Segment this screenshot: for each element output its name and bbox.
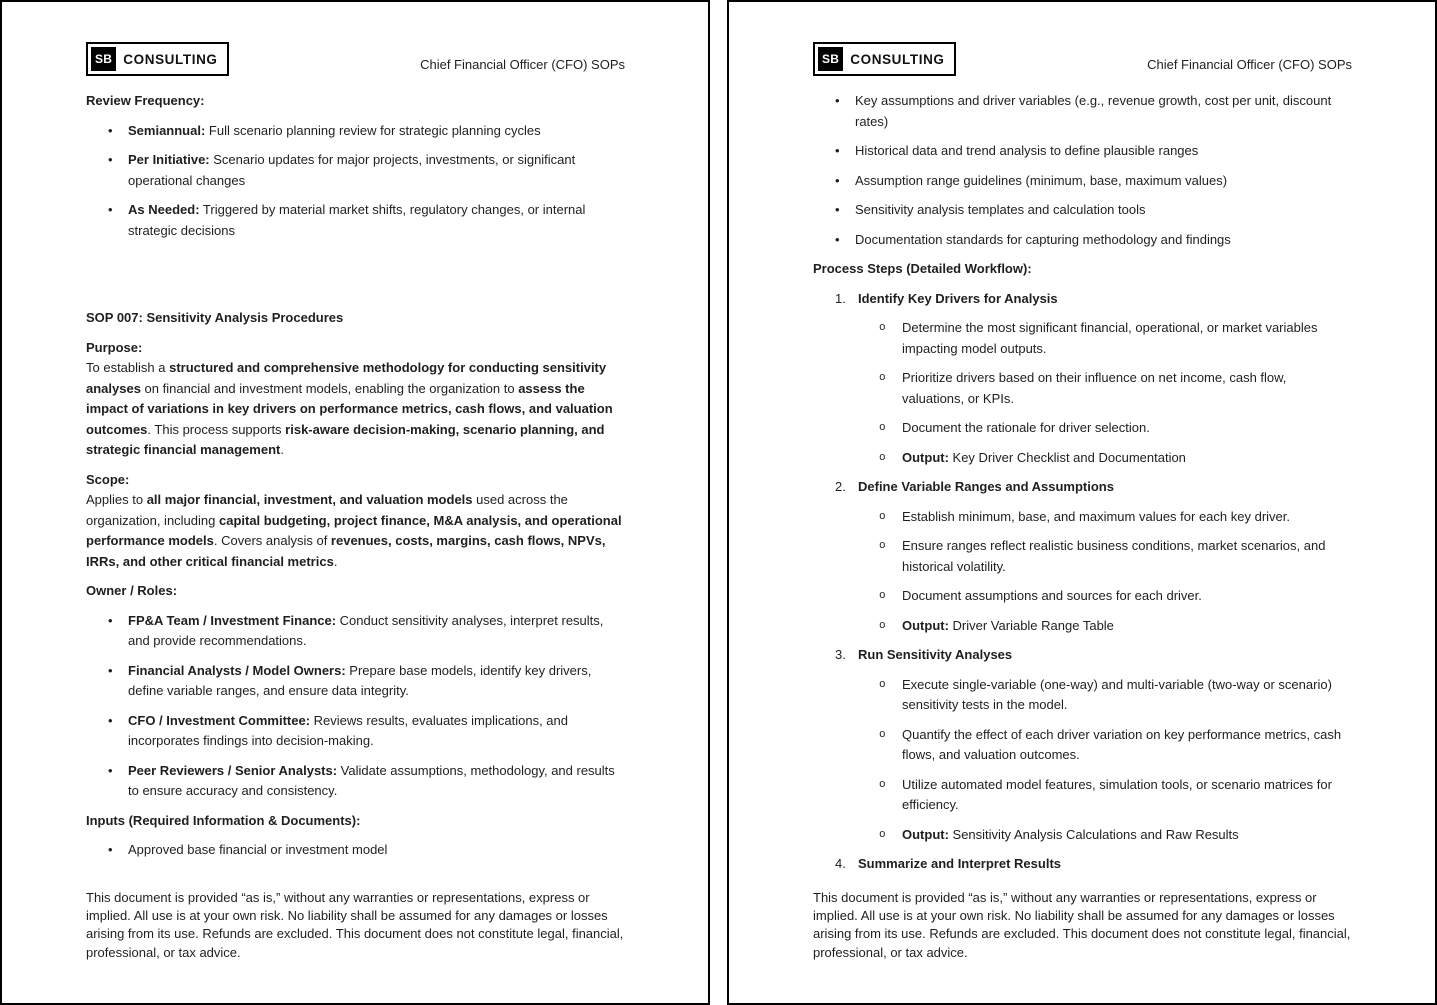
- logo-wordmark: CONSULTING: [850, 51, 945, 67]
- page-2-content: [813, 91, 1352, 875]
- step-title: Run Sensitivity Analyses: [858, 647, 1013, 662]
- list-item-text: As Needed: Triggered by material market shifts, regulatory changes, or internal strategic decisions: [128, 202, 586, 238]
- sub-list-item: [813, 318, 1352, 359]
- circle-bullet-icon: o: [879, 590, 886, 602]
- sub-list-item: [813, 675, 1352, 716]
- sub-list-item-text: Prioritize drivers based on their influence on net income, cash flow, valuations, or KPIs.: [902, 370, 1287, 406]
- list-item: [813, 200, 1352, 221]
- step-number: 3.: [835, 647, 846, 662]
- step-title: Identify Key Drivers for Analysis: [858, 290, 1058, 306]
- step-number: 1.: [835, 290, 846, 306]
- list-item: [813, 230, 1352, 251]
- list-item: [813, 141, 1352, 162]
- logo-sb-mark: SB: [91, 47, 116, 71]
- circle-bullet-icon: o: [879, 322, 886, 334]
- disclaimer-text: This document is provided “as is,” without any warranties or representations, express or implied. All use is at your own risk. No liability shall be assumed for any damages or losses arising from its use. Refunds are excluded. This document does not constitute legal, financial, professional, or tax advice.: [86, 890, 624, 960]
- sub-list-item-text: Quantify the effect of each driver variation on key performance metrics, cash flows, and valuation outcomes.: [902, 726, 1342, 762]
- list-item-text: Financial Analysts / Model Owners: Prepare base models, identify key drivers, define variable ranges, and ensure data integrity.: [128, 662, 592, 698]
- sub-list-item-text: Document the rationale for driver selection.: [902, 420, 1150, 435]
- bullet-icon: •: [108, 202, 113, 217]
- sub-list-item: [813, 368, 1352, 409]
- sub-list-item-text: Output: Key Driver Checklist and Documentation: [902, 449, 1186, 465]
- sub-list-item: [813, 418, 1352, 439]
- owner-roles-heading: Owner / Roles:: [86, 583, 178, 598]
- circle-bullet-icon: o: [879, 451, 886, 464]
- step-item-1: [813, 289, 1352, 310]
- bullet-icon: •: [108, 612, 113, 628]
- list-item-text: Sensitivity analysis templates and calculation tools: [855, 202, 1146, 217]
- sb-consulting-logo: [813, 42, 956, 76]
- list-item: [86, 121, 625, 142]
- sub-list-item: [813, 507, 1352, 528]
- bullet-icon: •: [108, 122, 113, 138]
- logo-sb-mark: SB: [818, 47, 843, 71]
- sub-list-item-text: Ensure ranges reflect realistic business conditions, market scenarios, and historical volatility.: [902, 538, 1326, 574]
- circle-bullet-icon: o: [879, 619, 886, 632]
- bullet-icon: •: [835, 172, 840, 188]
- circle-bullet-icon: o: [879, 728, 886, 741]
- review-frequency-heading: Review Frequency:: [86, 93, 205, 108]
- bullet-icon: •: [108, 152, 113, 167]
- circle-bullet-icon: o: [879, 678, 886, 691]
- list-item-text: Peer Reviewers / Senior Analysts: Validate assumptions, methodology, and results to ensure accuracy and consistency.: [128, 762, 615, 798]
- sub-list-item-text: Output: Driver Variable Range Table: [902, 617, 1114, 633]
- step-title: Summarize and Interpret Results: [858, 856, 1061, 871]
- circle-bullet-icon: o: [879, 540, 886, 552]
- process-steps-heading: Process Steps (Detailed Workflow):: [813, 261, 1032, 276]
- list-item: [86, 661, 625, 702]
- section-spacer: [86, 250, 625, 308]
- list-item-text: Documentation standards for capturing methodology and findings: [855, 231, 1231, 247]
- page-1: [0, 0, 710, 1005]
- sb-consulting-logo: [86, 42, 229, 76]
- step-title: Define Variable Ranges and Assumptions: [858, 479, 1114, 494]
- scope-paragraph: Scope: Applies to all major financial, investment, and valuation models used across the organization, including capital budgeting, project finance, M&A analysis, and operational performance models. Covers analysis of revenues, costs, margins, cash flows, NPVs, IRRs, and other critical financial metrics.: [86, 471, 622, 569]
- list-item: [86, 200, 625, 241]
- list-item-text: Approved base financial or investment model: [128, 842, 388, 857]
- page-1-content: [86, 91, 625, 861]
- sub-list-item: [813, 536, 1352, 577]
- sub-list-item-text: Utilize automated model features, simulation tools, or scenario matrices for efficiency.: [902, 776, 1332, 812]
- bullet-icon: •: [835, 202, 840, 217]
- list-item: [86, 150, 625, 191]
- bullet-icon: •: [108, 662, 113, 678]
- circle-bullet-icon: o: [879, 510, 886, 523]
- sub-list-item: [813, 825, 1352, 846]
- bullet-icon: •: [108, 712, 113, 728]
- step-item-3: [813, 645, 1352, 666]
- inputs-heading: Inputs (Required Information & Documents):: [86, 812, 361, 828]
- bullet-icon: •: [108, 842, 113, 857]
- list-item: [86, 761, 625, 802]
- sub-list-item-text: Output: Sensitivity Analysis Calculations and Raw Results: [902, 826, 1239, 842]
- list-item: [86, 840, 625, 861]
- list-item: [86, 711, 625, 752]
- circle-bullet-icon: o: [879, 422, 886, 434]
- sub-list-item: [813, 616, 1352, 637]
- page-2-header: [813, 42, 1352, 76]
- sub-list-item: [813, 586, 1352, 607]
- page-2: [727, 0, 1437, 1005]
- list-item-text: Per Initiative: Scenario updates for major projects, investments, or significant operational changes: [128, 152, 576, 188]
- bullet-icon: •: [835, 143, 840, 158]
- logo-wordmark: CONSULTING: [123, 51, 218, 67]
- list-item-text: Historical data and trend analysis to define plausible ranges: [855, 143, 1199, 158]
- list-item: [813, 91, 1352, 132]
- bullet-icon: •: [835, 231, 840, 247]
- step-number: 4.: [835, 856, 846, 871]
- bullet-icon: •: [108, 762, 113, 778]
- sub-list-item-text: Execute single-variable (one-way) and multi-variable (two-way or scenario) sensitivity tests in the model.: [902, 676, 1332, 712]
- sub-list-item-text: Document assumptions and sources for each driver.: [902, 588, 1202, 603]
- sub-list-item-text: Establish minimum, base, and maximum values for each key driver.: [902, 508, 1290, 524]
- list-item-text: Key assumptions and driver variables (e.g., revenue growth, cost per unit, discount rates): [855, 93, 1332, 129]
- sub-list-item: [813, 775, 1352, 816]
- step-number: 2.: [835, 479, 846, 494]
- list-item: [813, 171, 1352, 192]
- sop-title: SOP 007: Sensitivity Analysis Procedures: [86, 310, 344, 325]
- list-item-text: Semiannual: Full scenario planning review for strategic planning cycles: [128, 122, 541, 138]
- page-1-header: [86, 42, 625, 76]
- list-item-text: CFO / Investment Committee: Reviews results, evaluates implications, and incorporates findings into decision-making.: [128, 712, 568, 748]
- list-item-text: FP&A Team / Investment Finance: Conduct sensitivity analyses, interpret results, and provide recommendations.: [128, 612, 604, 648]
- list-item: [86, 611, 625, 652]
- purpose-paragraph: Purpose: To establish a structured and comprehensive methodology for conducting sensitivity analyses on financial and investment models, enabling the organization to assess the impact of variations in key drivers on performance metrics, cash flows, and valuation outcomes. This process supports risk-aware decision-making, scenario planning, and strategic financial management.: [86, 339, 613, 457]
- document-title: Chief Financial Officer (CFO) SOPs: [1147, 57, 1352, 72]
- sub-list-item: [813, 448, 1352, 469]
- step-item-2: [813, 477, 1352, 498]
- circle-bullet-icon: o: [879, 828, 886, 841]
- document-title: Chief Financial Officer (CFO) SOPs: [420, 57, 625, 72]
- circle-bullet-icon: o: [879, 372, 886, 384]
- sub-list-item: [813, 725, 1352, 766]
- step-item-4: [813, 854, 1352, 875]
- disclaimer-text: This document is provided “as is,” without any warranties or representations, express or implied. All use is at your own risk. No liability shall be assumed for any damages or losses arising from its use. Refunds are excluded. This document does not constitute legal, financial, professional, or tax advice.: [813, 890, 1351, 960]
- list-item-text: Assumption range guidelines (minimum, base, maximum values): [855, 172, 1228, 188]
- bullet-icon: •: [835, 93, 840, 108]
- circle-bullet-icon: o: [879, 778, 886, 791]
- sub-list-item-text: Determine the most significant financial, operational, or market variables impacting model outputs.: [902, 320, 1318, 356]
